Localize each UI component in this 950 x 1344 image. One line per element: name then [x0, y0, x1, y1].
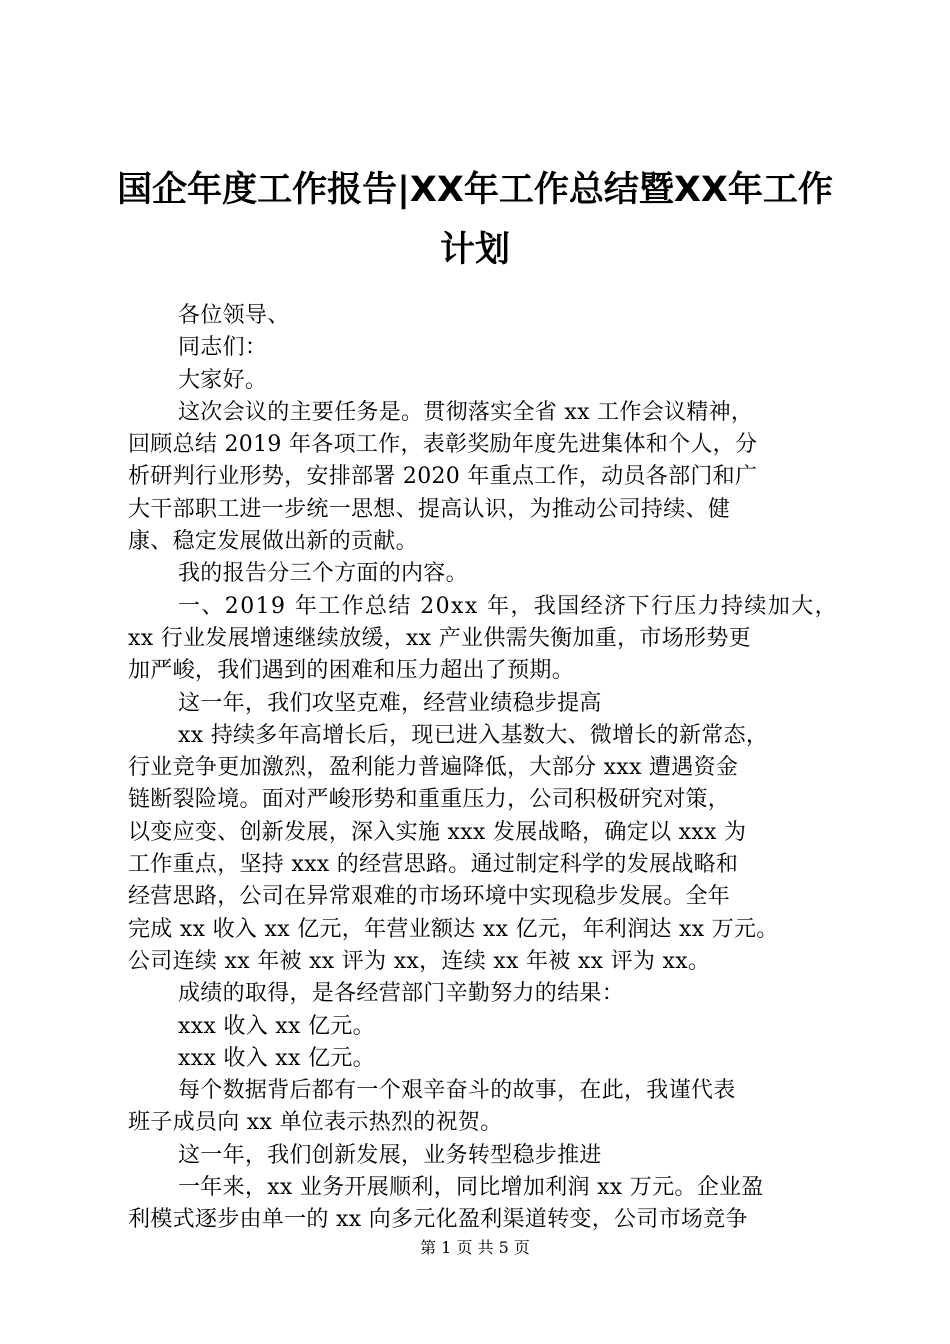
body-line: 这一年，我们攻坚克难，经营业绩稳步提高 [178, 690, 602, 716]
body-line: 大干部职工进一步统一思想、提高认识，为推动公司持续、健 [128, 496, 731, 522]
body-line: 大家好。 [178, 367, 268, 393]
body-line: xxx 收入 xx 亿元。 [178, 1013, 375, 1039]
body-line: 康、稳定发展做出新的贡献。 [128, 529, 418, 555]
body-line: 一、2019 年工作总结 20xx 年，我国经济下行压力持续加大， [178, 593, 838, 619]
body-line: xx 持续多年高增长后，现已进入基数大、微增长的新常态， [178, 722, 769, 748]
body-line: 成绩的取得，是各经营部门辛勤努力的结果： [178, 981, 625, 1007]
body-line: 行业竞争更加激烈，盈利能力普遍降低，大部分 xxx 遭遇资金 [128, 755, 739, 781]
body-line: 各位领导、 [178, 303, 290, 328]
body-line: 这次会议的主要任务是。贯彻落实全省 xx 工作会议精神， [178, 399, 754, 425]
body-line: 以变应变、创新发展，深入实施 xxx 发展战略，确定以 xxx 为 [128, 819, 747, 845]
body-line: 工作重点，坚持 xxx 的经营思路。通过制定科学的发展战略和 [128, 852, 739, 878]
title-line-2: 计划 [439, 230, 510, 270]
title-line-1: 国企年度工作报告|XX年工作总结暨XX年工作 [117, 170, 833, 210]
body-line: 利模式逐步由单一的 xx 向多元化盈利渠道转变，公司市场竞争 [128, 1207, 748, 1233]
body-line: 一年来，xx 业务开展顺利，同比增加利润 xx 万元。企业盈 [178, 1175, 764, 1201]
body-line: 同志们： [178, 335, 268, 361]
body-line: 析研判行业形势，安排部署 2020 年重点工作，动员各部门和广 [128, 464, 758, 490]
body-line: 每个数据背后都有一个艰辛奋斗的故事，在此，我谨代表 [178, 1078, 736, 1104]
body-line: 公司连续 xx 年被 xx 评为 xx，连续 xx 年被 xx 评为 xx。 [128, 948, 711, 974]
body-line: 加严峻，我们遇到的困难和压力超出了预期。 [128, 658, 575, 684]
body-line: 回顾总结 2019 年各项工作，表彰奖励年度先进集体和个人，分 [128, 432, 758, 458]
body-line: 链断裂险境。面对严峻形势和重重压力，公司积极研究对策， [128, 787, 731, 813]
body-line: xxx 收入 xx 亿元。 [178, 1045, 375, 1071]
page-footer: 第 1 页 共 5 页 [420, 1238, 530, 1257]
document-title [110, 160, 840, 280]
body-line: xx 行业发展增速继续放缓，xx 产业供需失衡加重，市场形势更 [128, 625, 751, 651]
body-line: 完成 xx 收入 xx 亿元，年营业额达 xx 亿元，年利润达 xx 万元。 [128, 916, 779, 942]
body-line: 班子成员向 xx 单位表示热烈的祝贺。 [128, 1110, 503, 1136]
body-line: 这一年，我们创新发展，业务转型稳步推进 [178, 1142, 602, 1168]
body-line: 经营思路，公司在异常艰难的市场环境中实现稳步发展。全年 [128, 884, 731, 910]
body-line: 我的报告分三个方面的内容。 [178, 561, 468, 587]
document-body [128, 300, 838, 1237]
